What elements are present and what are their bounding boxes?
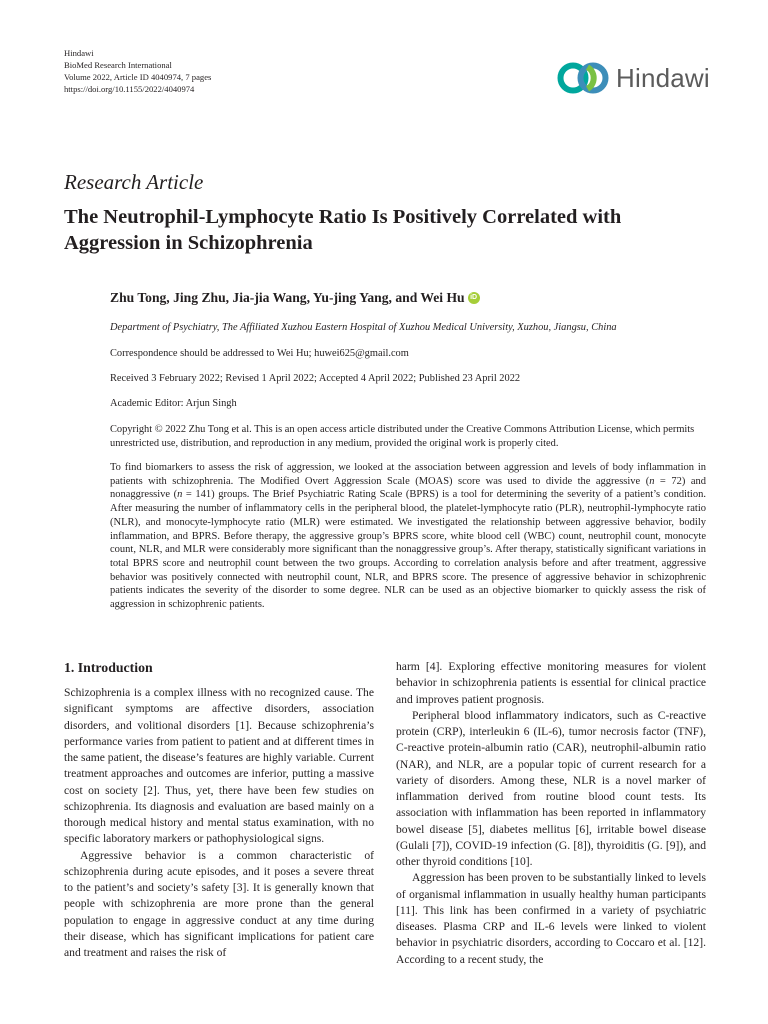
journal-name: BioMed Research International xyxy=(64,60,172,70)
column-left xyxy=(64,659,374,961)
intro-paragraph-3: harm [4]. Exploring effective monitoring measures for violent behavior in schizophrenia patients is essential for clinical practice and improves patient prognosis. xyxy=(396,660,706,706)
abstract xyxy=(110,461,706,612)
intro-paragraph-2: Aggressive behavior is a common characteristic of schizophrenia during acute episodes, and it poses a severe threat to the patient’s and society’s safety [3]. It is generally known that people with schizophrenia are more prone than the general population to engage in aggressive conduct at any time during their disease, which has significant implications for patient care and treatment and raises the risk of xyxy=(64,848,374,959)
intro-paragraph-5: Aggression has been proven to be substantially linked to levels of organismal inflammation in usually healthy human participants [11]. This link has been confirmed in a variety of psychiatric diseases. Plasma CRP and IL-6 levels were linked to violent behavior in psychiatric disorders, according to Coccaro et al. [12]. According to a recent study, the xyxy=(396,871,706,966)
intro-paragraph-1: Schizophrenia is a complex illness with no recognized cause. The significant symptoms are affective disorders, association disorders, and volitional disorders [1]. Because schizophrenia’s performance varies from patient to patient and at different times in the same patient, the disease’s features are highly variable. Current treatment approaches and outcomes are inferior, putting a massive cost on society [2]. Thus, yet, there have been few studies on schizophrenia. Its diagnosis and evaluation are based mainly on a thorough medical history and mental status examination, with no specific laboratory markers or pathophysiological signs. xyxy=(64,686,375,846)
hindawi-rings-icon xyxy=(556,61,610,95)
doi-link[interactable]: https://doi.org/10.1155/2022/4040974 xyxy=(64,84,195,94)
article-title: The Neutrophil-Lymphocyte Ratio Is Positively Correlated with Aggression in Schizophrenia xyxy=(64,206,622,254)
abstract-n-var-2: n xyxy=(177,489,183,501)
publication-dates: Received 3 February 2022; Revised 1 April 2022; Accepted 4 April 2022; Published 23 April 2022 xyxy=(110,373,521,384)
authors-text: Zhu Tong, Jing Zhu, Jia-jia Wang, Yu-jing Yang, and Wei Hu xyxy=(110,290,465,305)
hindawi-wordmark: Hindawi xyxy=(616,62,710,93)
hindawi-logo xyxy=(556,61,710,95)
affiliation: Department of Psychiatry, The Affiliated Xuzhou Eastern Hospital of Xuzhou Medical University, Xuzhou, Jiangsu, China xyxy=(110,322,617,333)
intro-paragraph-4: Peripheral blood inflammatory indicators, such as C-reactive protein (CRP), interleukin 6 (IL-6), tumor necrosis factor (TNF), C-reactive protein-albumin ratio (CAR), neutrophil-albumin ratio (NAR), and NLR, are a popular topic of current research for a variety of disorders. Among these, NLR is a novel marker of inflammation derived from routine blood count tests. Its association with inflammation has been reported in inflammatory bowel disease [5], diabetes mellitus [6], irritable bowel disease (Gulali [7]), COVID-19 infection (G. [8]), thyroiditis (G. [9]), and other thyroid conditions [10]. xyxy=(396,708,706,868)
copyright-notice: Copyright © 2022 Zhu Tong et al. This is an open access article distributed under the Creative Commons Attribution License, which permits unrestricted use, distribution, and reproduction in any medium, provided the original work is properly cited. xyxy=(110,424,695,449)
orcid-icon[interactable]: iD xyxy=(468,292,480,304)
volume-info: Volume 2022, Article ID 4040974, 7 pages xyxy=(64,72,212,82)
abstract-text-3: = 141) groups. The Brief Psychiatric Rating Scale (BPRS) is a tool for determining the severity of a patient’s condition. After measuring the number of inflammatory cells in the peripheral blood, the platelet-lymphocyte ratio (PLR), neutrophil-lymphocyte ratio (NLR), and monocyte-lymphocyte ratio (MLR) were estimated. We investigated the relationship between aggressive behavior, bodily inflammation, and BPRS. Before therapy, the aggressive group’s BPRS score, white blood cell (WBC) count, neutrophil count, monocyte count, NLR, and MLR were considerably more significant than the nonaggressive group’s. After therapy, statistically significant variations in total BPRS score and neutrophil count between the two groups. According to correlation analysis before and after treatment, aggressive behavior was positively connected with neutrophil count, NLR, and BPRS score. The presence of aggressive behavior in schizophrenic patients indicates the severity of the disorder to some degree. NLR can be used as an objective biomarker to quickly assess the risk of aggression in schizophrenic patients. xyxy=(110,489,706,611)
correspondence: Correspondence should be addressed to Wei Hu; huwei625@gmail.com xyxy=(110,348,409,359)
academic-editor: Academic Editor: Arjun Singh xyxy=(110,398,237,409)
abstract-n-var-1: n xyxy=(649,475,655,487)
section-heading-introduction: 1. Introduction xyxy=(64,660,153,675)
abstract-text-2: = 72) and nonaggressive ( xyxy=(110,475,706,501)
publisher-name: Hindawi xyxy=(64,48,94,58)
author-list xyxy=(110,290,480,306)
column-right xyxy=(396,659,706,968)
journal-meta xyxy=(64,47,211,95)
article-type: Research Article xyxy=(64,170,204,194)
abstract-text-1: To find biomarkers to assess the risk of aggression, we looked at the association between aggression and levels of body inflammation in patients with schizophrenia. The Modified Overt Aggression Scale (MOAS) score was used to divide the aggressive ( xyxy=(110,462,706,487)
